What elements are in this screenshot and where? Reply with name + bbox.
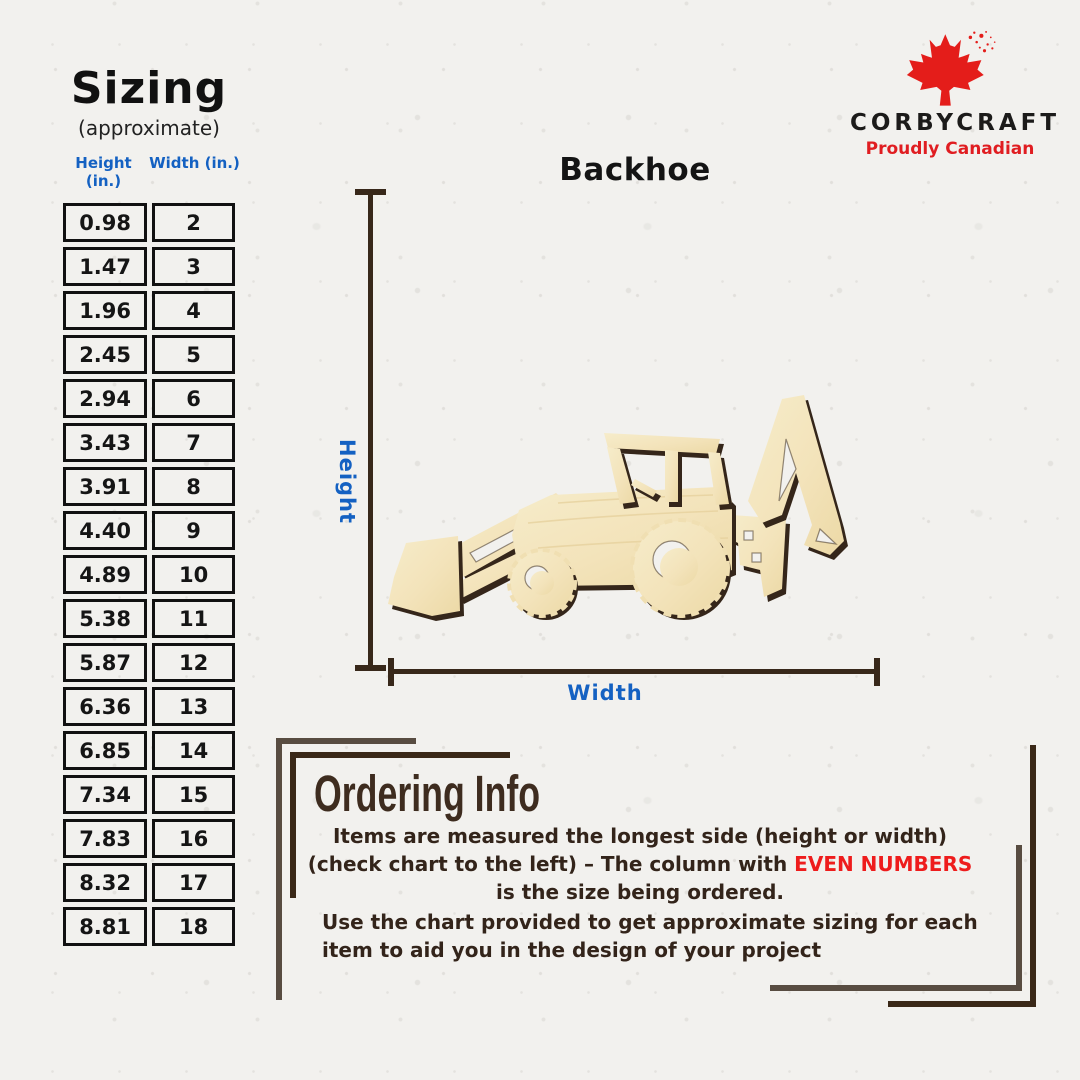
table-cell: 4.89 [63, 555, 147, 594]
table-row [63, 775, 235, 814]
table-row [63, 819, 235, 858]
table-cell: 2.94 [63, 379, 147, 418]
ordering-p1-before: Items are measured the longest side (height or width) (check chart to the left) – The column with [307, 824, 947, 876]
table-row [63, 423, 235, 462]
table-cell: 8.32 [63, 863, 147, 902]
maple-leaf-icon [890, 28, 1010, 108]
width-column-header: Width (in.) [149, 154, 240, 173]
width-label: Width [567, 681, 643, 705]
table-row [63, 291, 235, 330]
table-cell: 3.43 [63, 423, 147, 462]
height-column-header: Height (in.) [75, 154, 132, 191]
sizing-subtitle: (approximate) [78, 116, 220, 141]
table-cell: 3.91 [63, 467, 147, 506]
table-row [63, 511, 235, 550]
front-bucket [388, 536, 460, 616]
table-row [63, 467, 235, 506]
rear-wheel-hub [660, 548, 698, 586]
ordering-p1-highlight: EVEN NUMBERS [794, 852, 973, 876]
table-cell: 9 [152, 511, 235, 550]
table-cell: 17 [152, 863, 235, 902]
table-row [63, 555, 235, 594]
ordering-paragraph-2: Use the chart provided to get approximate sizing for each item to aid you in the design of your project [322, 910, 978, 962]
sizing-block [58, 63, 240, 951]
ordering-info-title: Ordering Info [314, 765, 541, 822]
stabilizer-cutout [744, 531, 753, 540]
table-cell: 7.34 [63, 775, 147, 814]
table-cell: 12 [152, 643, 235, 682]
brand-block [850, 28, 1061, 159]
table-row [63, 863, 235, 902]
table-cell: 3 [152, 247, 235, 286]
brand-name: CORBYCRAFT [850, 110, 1061, 136]
product-title: Backhoe [559, 152, 711, 188]
table-cell: 7 [152, 423, 235, 462]
table-cell: 6 [152, 379, 235, 418]
table-cell: 0.98 [63, 203, 147, 242]
table-row [63, 335, 235, 374]
table-cell: 1.47 [63, 247, 147, 286]
width-dimension-cap-left [388, 658, 394, 686]
leaf-dissolve-dots [969, 31, 996, 52]
ordering-paragraph-1 [300, 822, 980, 906]
stabilizer-cutout [752, 553, 761, 562]
front-wheel-hub [530, 571, 554, 595]
table-column-headers [58, 154, 240, 190]
table-cell: 5.87 [63, 643, 147, 682]
table-cell: 18 [152, 907, 235, 946]
table-row [63, 379, 235, 418]
table-cell: 6.85 [63, 731, 147, 770]
table-row [63, 643, 235, 682]
table-cell: 8.81 [63, 907, 147, 946]
brand-tagline: Proudly Canadian [865, 139, 1035, 159]
table-cell: 8 [152, 467, 235, 506]
table-cell: 15 [152, 775, 235, 814]
table-cell: 13 [152, 687, 235, 726]
height-label: Height [335, 439, 359, 525]
table-cell: 11 [152, 599, 235, 638]
width-dimension-line [390, 669, 878, 674]
backhoe-cutout-image [388, 383, 888, 628]
ordering-p1-after: is the size being ordered. [495, 880, 785, 904]
table-cell: 5.38 [63, 599, 147, 638]
table-row [63, 599, 235, 638]
table-row [63, 203, 235, 242]
table-row [63, 731, 235, 770]
sizing-title: Sizing [70, 63, 228, 114]
width-dimension-cap-right [874, 658, 880, 686]
height-dimension-cap-top [355, 189, 386, 195]
table-row [63, 907, 235, 946]
height-dimension-line [368, 192, 373, 668]
table-cell: 6.36 [63, 687, 147, 726]
table-row [63, 687, 235, 726]
table-cell: 2.45 [63, 335, 147, 374]
table-cell: 4 [152, 291, 235, 330]
table-cell: 10 [152, 555, 235, 594]
table-cell: 5 [152, 335, 235, 374]
table-cell: 4.40 [63, 511, 147, 550]
cab-middle-pillar [665, 450, 678, 502]
table-cell: 7.83 [63, 819, 147, 858]
table-cell: 1.96 [63, 291, 147, 330]
table-cell: 2 [152, 203, 235, 242]
height-dimension-cap-bottom [355, 665, 386, 671]
table-cell: 14 [152, 731, 235, 770]
table-cell: 16 [152, 819, 235, 858]
table-row [63, 247, 235, 286]
cab-roof [604, 433, 720, 454]
sizing-table [58, 198, 240, 951]
sizing-table-body [63, 203, 235, 946]
